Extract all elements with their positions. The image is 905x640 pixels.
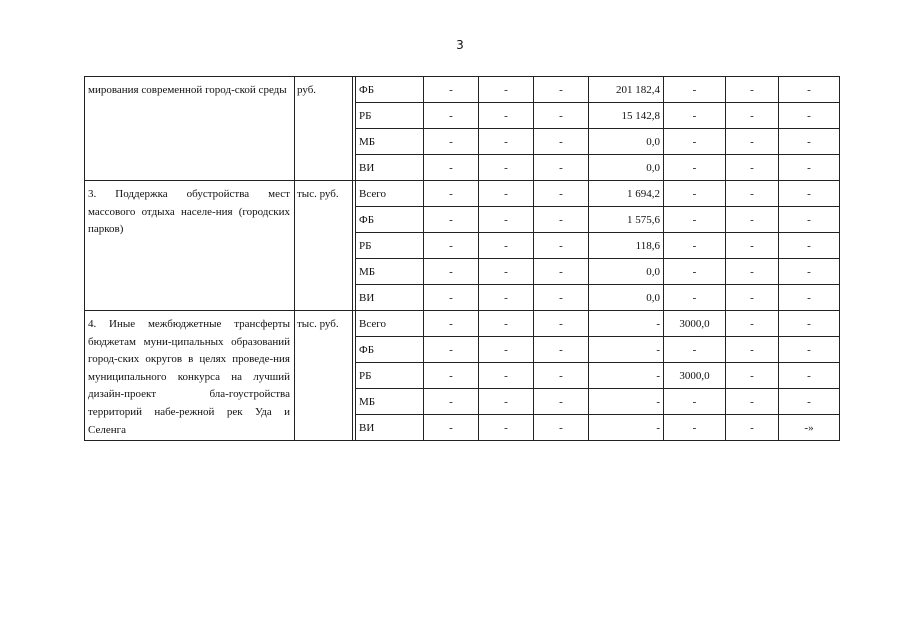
- value-cell: -: [424, 181, 479, 207]
- value-cell: -: [534, 415, 589, 441]
- funding-source: ФБ: [356, 207, 424, 233]
- value-cell: -: [534, 207, 589, 233]
- value-cell: -»: [779, 415, 840, 441]
- value-cell: -: [664, 155, 726, 181]
- value-cell: -: [424, 415, 479, 441]
- value-cell: -: [589, 415, 664, 441]
- value-cell: -: [664, 129, 726, 155]
- value-cell: -: [424, 259, 479, 285]
- table-row: [85, 311, 840, 337]
- value-cell: -: [424, 337, 479, 363]
- funding-source: ВИ: [356, 415, 424, 441]
- funding-source: МБ: [356, 259, 424, 285]
- funding-source: МБ: [356, 129, 424, 155]
- value-cell: -: [534, 337, 589, 363]
- value-cell: -: [726, 337, 779, 363]
- value-cell: -: [726, 285, 779, 311]
- measure-name: 3. Поддержка обустройства мест массового отдыха населе-ния (городских парков): [85, 181, 295, 311]
- value-cell: -: [424, 103, 479, 129]
- value-cell: 118,6: [589, 233, 664, 259]
- value-cell: 3000,0: [664, 311, 726, 337]
- value-cell: -: [726, 311, 779, 337]
- value-cell: -: [534, 285, 589, 311]
- measure-name: мирования современной город-ской среды: [85, 77, 295, 181]
- value-cell: -: [779, 233, 840, 259]
- value-cell: -: [779, 129, 840, 155]
- funding-source: РБ: [356, 363, 424, 389]
- unit-of-measure: тыс. руб.: [295, 311, 353, 441]
- funding-source: Всего: [356, 311, 424, 337]
- value-cell: -: [479, 285, 534, 311]
- measure-name: 4. Иные межбюджетные трансферты бюджетам муни-ципальных образований город-ских округов в целях проведе-ния муниципального конкурса на лучший дизайн-проект бла-гоустройства территорий набе-режной рек Уда и Селенга: [85, 311, 295, 441]
- value-cell: -: [664, 415, 726, 441]
- value-cell: -: [779, 155, 840, 181]
- value-cell: -: [726, 181, 779, 207]
- value-cell: -: [534, 77, 589, 103]
- value-cell: -: [726, 363, 779, 389]
- value-cell: -: [779, 337, 840, 363]
- value-cell: -: [779, 259, 840, 285]
- value-cell: 0,0: [589, 259, 664, 285]
- value-cell: -: [779, 389, 840, 415]
- funding-source: Всего: [356, 181, 424, 207]
- funding-source: ФБ: [356, 77, 424, 103]
- value-cell: -: [664, 77, 726, 103]
- value-cell: -: [424, 129, 479, 155]
- value-cell: 3000,0: [664, 363, 726, 389]
- value-cell: -: [534, 181, 589, 207]
- value-cell: 201 182,4: [589, 77, 664, 103]
- value-cell: -: [664, 285, 726, 311]
- value-cell: 1 694,2: [589, 181, 664, 207]
- table-row: [85, 181, 840, 207]
- value-cell: -: [479, 77, 534, 103]
- value-cell: -: [664, 389, 726, 415]
- value-cell: -: [479, 363, 534, 389]
- value-cell: -: [779, 363, 840, 389]
- funding-source: ВИ: [356, 285, 424, 311]
- value-cell: -: [664, 233, 726, 259]
- value-cell: -: [779, 207, 840, 233]
- value-cell: -: [534, 311, 589, 337]
- value-cell: -: [534, 389, 589, 415]
- value-cell: -: [479, 311, 534, 337]
- value-cell: -: [479, 415, 534, 441]
- value-cell: -: [534, 129, 589, 155]
- value-cell: -: [726, 233, 779, 259]
- value-cell: -: [779, 103, 840, 129]
- value-cell: -: [726, 207, 779, 233]
- value-cell: -: [534, 155, 589, 181]
- value-cell: -: [726, 103, 779, 129]
- funding-source: ФБ: [356, 337, 424, 363]
- value-cell: -: [664, 259, 726, 285]
- value-cell: -: [424, 285, 479, 311]
- value-cell: -: [534, 259, 589, 285]
- value-cell: 15 142,8: [589, 103, 664, 129]
- value-cell: -: [589, 337, 664, 363]
- value-cell: -: [424, 389, 479, 415]
- value-cell: -: [779, 285, 840, 311]
- value-cell: -: [726, 77, 779, 103]
- value-cell: -: [726, 415, 779, 441]
- value-cell: -: [589, 389, 664, 415]
- funding-source: МБ: [356, 389, 424, 415]
- value-cell: -: [479, 233, 534, 259]
- value-cell: -: [479, 181, 534, 207]
- budget-table: [84, 76, 840, 441]
- value-cell: -: [534, 103, 589, 129]
- value-cell: -: [479, 155, 534, 181]
- unit-of-measure: тыс. руб.: [295, 181, 353, 311]
- table-row: [85, 77, 840, 103]
- funding-source: ВИ: [356, 155, 424, 181]
- value-cell: -: [534, 363, 589, 389]
- value-cell: -: [424, 207, 479, 233]
- value-cell: -: [664, 337, 726, 363]
- value-cell: -: [664, 181, 726, 207]
- value-cell: -: [779, 181, 840, 207]
- value-cell: -: [589, 311, 664, 337]
- unit-of-measure: руб.: [295, 77, 353, 181]
- value-cell: -: [779, 77, 840, 103]
- value-cell: -: [664, 103, 726, 129]
- funding-source: РБ: [356, 103, 424, 129]
- value-cell: -: [479, 103, 534, 129]
- value-cell: -: [479, 337, 534, 363]
- value-cell: -: [779, 311, 840, 337]
- value-cell: -: [589, 363, 664, 389]
- value-cell: -: [534, 233, 589, 259]
- value-cell: -: [726, 155, 779, 181]
- value-cell: -: [424, 233, 479, 259]
- value-cell: -: [726, 389, 779, 415]
- page-number: 3: [456, 38, 464, 52]
- value-cell: -: [726, 259, 779, 285]
- value-cell: -: [479, 129, 534, 155]
- value-cell: -: [479, 389, 534, 415]
- value-cell: -: [479, 259, 534, 285]
- value-cell: -: [664, 207, 726, 233]
- value-cell: 0,0: [589, 129, 664, 155]
- value-cell: 0,0: [589, 155, 664, 181]
- value-cell: -: [424, 311, 479, 337]
- value-cell: 1 575,6: [589, 207, 664, 233]
- value-cell: -: [424, 77, 479, 103]
- value-cell: -: [479, 207, 534, 233]
- value-cell: -: [726, 129, 779, 155]
- value-cell: -: [424, 363, 479, 389]
- funding-source: РБ: [356, 233, 424, 259]
- value-cell: 0,0: [589, 285, 664, 311]
- value-cell: -: [424, 155, 479, 181]
